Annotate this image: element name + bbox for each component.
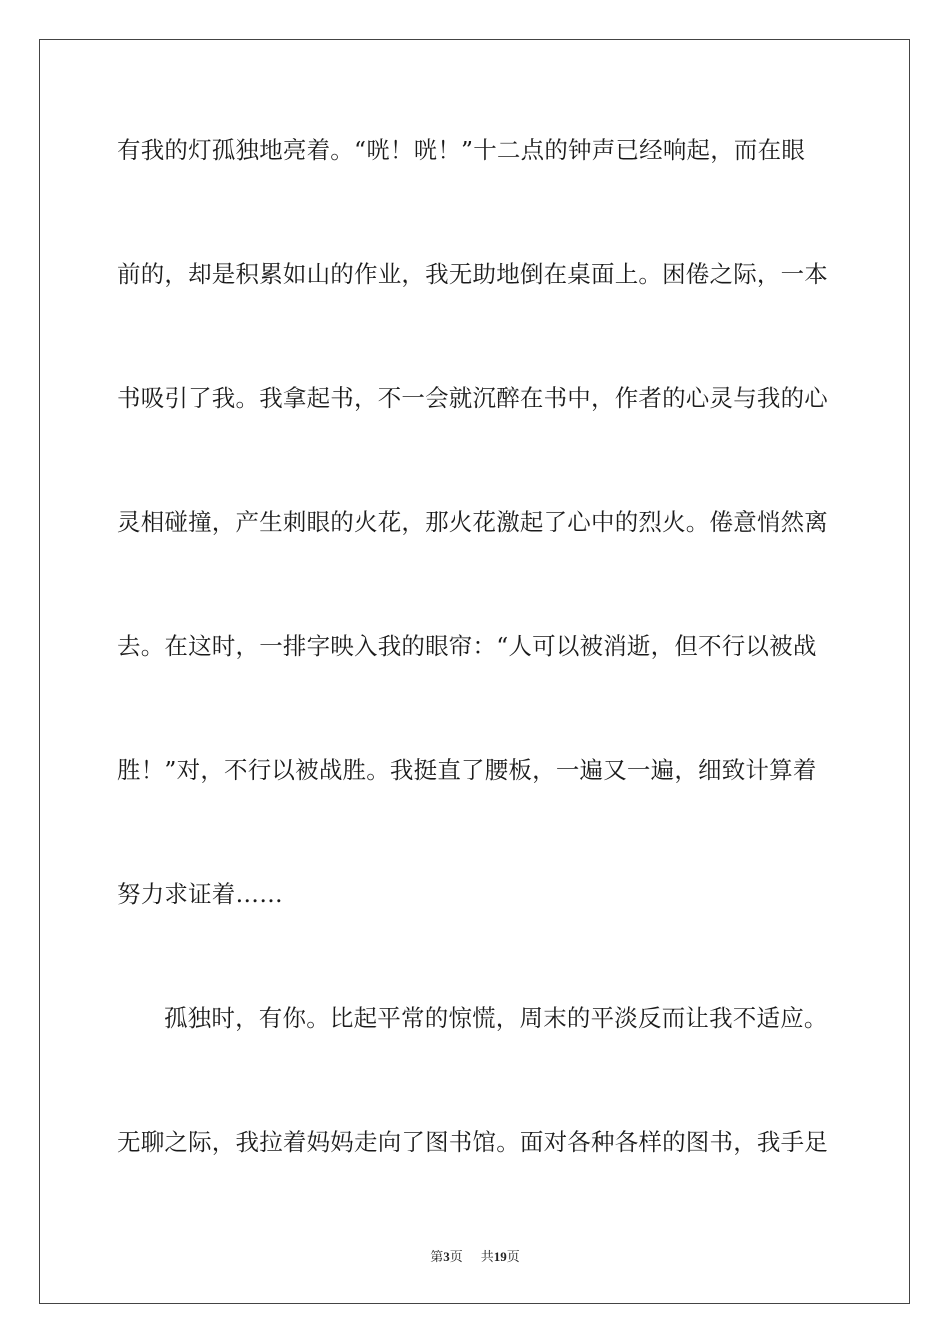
body-line-1: 有我的灯孤独地亮着。“咣！咣！”十二点的钟声已经响起，而在眼 — [117, 136, 806, 164]
total-prefix: 共 — [480, 1250, 494, 1265]
page-suffix: 页 — [449, 1250, 463, 1265]
page-footer — [0, 1248, 950, 1267]
current-page-number: 3 — [443, 1249, 450, 1264]
body-line-5: 去。在这时，一排字映入我的眼帘：“人可以被消逝，但不行以被战 — [117, 632, 817, 660]
body-line-7: 努力求证着…… — [117, 880, 283, 908]
total-page-count: 19 — [493, 1249, 507, 1264]
body-line-6: 胜！”对，不行以被战胜。我挺直了腰板，一遍又一遍，细致计算着 — [117, 756, 817, 784]
page-frame — [39, 39, 910, 1304]
body-line-9: 无聊之际，我拉着妈妈走向了图书馆。面对各种各样的图书，我手足 — [117, 1128, 828, 1156]
body-line-4: 灵相碰撞，产生刺眼的火花，那火花激起了心中的烈火。倦意悄然离 — [117, 508, 828, 536]
body-line-8-paragraph-start: 孤独时，有你。比起平常的惊慌，周末的平淡反而让我不适应。 — [164, 1004, 828, 1032]
page-prefix: 第 — [430, 1250, 444, 1265]
body-line-2: 前的，却是积累如山的作业，我无助地倒在桌面上。困倦之际，一本 — [117, 260, 828, 288]
total-suffix: 页 — [506, 1250, 520, 1265]
body-line-3: 书吸引了我。我拿起书，不一会就沉醉在书中，作者的心灵与我的心 — [117, 384, 828, 412]
